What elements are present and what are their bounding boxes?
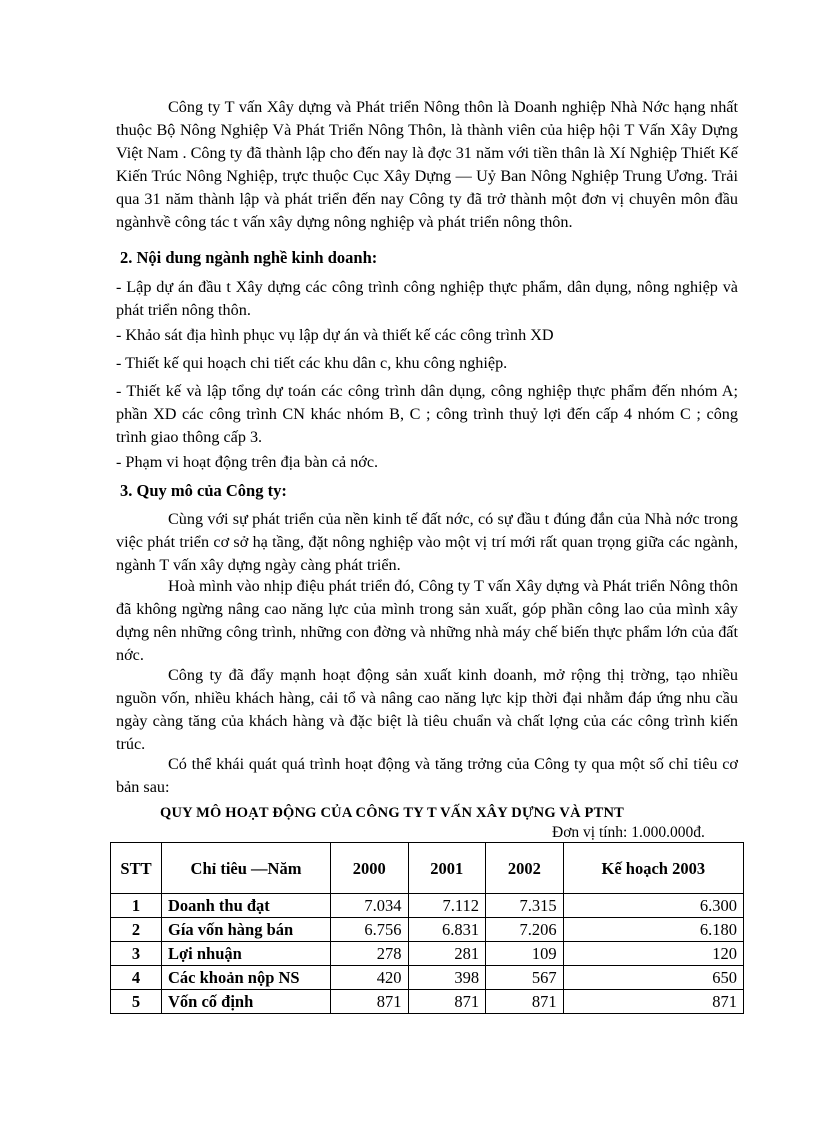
section-2-item-3: - Thiết kế qui hoạch chi tiết các khu dân c, khu công nghiệp. <box>116 354 508 372</box>
header-indicator: Chỉ tiêu —Năm <box>162 843 331 894</box>
section-2-item-4: - Thiết kế và lập tổng dự toán các công trình dân dụng, công nghiệp thực phẩm đến nhóm A; phần XD các công trình CN khác nhóm B, C ; công trình thuỷ lợi đến cấp 4 nhóm C ; công trình giao thông cấp 3. <box>116 382 738 446</box>
row-value: 109 <box>486 942 564 966</box>
row-value: 6.180 <box>563 918 743 942</box>
row-value: 7.315 <box>486 894 564 918</box>
row-value: 6.756 <box>331 918 409 942</box>
row-value: 7.206 <box>486 918 564 942</box>
table-row <box>111 966 744 990</box>
section-3-paragraph-3: Công ty đã đẩy mạnh hoạt động sản xuất kinh doanh, mở rộng thị trờng, tạo nhiều nguồn vốn, nhiều khách hàng, cải tổ và nâng cao năng lực kịp thời đại nhằm đáp ứng nhu cầu ngày càng tăng của khách hàng và đặc biệt là tiêu chuẩn và chất lợng của các công trình kiến trúc. <box>116 666 738 753</box>
table-row <box>111 942 744 966</box>
row-stt: 1 <box>111 894 162 918</box>
row-value: 281 <box>408 942 486 966</box>
row-value: 420 <box>331 966 409 990</box>
header-2002: 2002 <box>486 843 564 894</box>
row-value: 871 <box>486 990 564 1014</box>
table-title: QUY MÔ HOẠT ĐỘNG CỦA CÔNG TY T VẤN XÂY DỰNG VÀ PTNT <box>160 805 625 821</box>
section-3-paragraph-4: Có thể khái quát quá trình hoạt động và tăng trởng của Công ty qua một số chỉ tiêu cơ bản sau: <box>116 755 738 796</box>
row-indicator: Doanh thu đạt <box>162 894 331 918</box>
section-2-heading: 2. Nội dung ngành nghề kinh doanh: <box>120 248 378 267</box>
row-stt: 4 <box>111 966 162 990</box>
table-row <box>111 990 744 1014</box>
row-indicator: Vốn cố định <box>162 990 331 1014</box>
table-unit: Đơn vị tính: 1.000.000đ. <box>552 824 705 841</box>
table-header-row <box>111 843 744 894</box>
section-3-paragraph-2: Hoà mình vào nhịp điệu phát triển đó, Công ty T vấn Xây dựng và Phát triển Nông thôn đã không ngừng nâng cao năng lực của mình trong sản xuất, góp phần công lao của mình xây dựng nên những công trình, những con đờng và những nhà máy chế biến thực phẩm lớn của đất nớc. <box>116 577 738 664</box>
row-value: 650 <box>563 966 743 990</box>
row-value: 567 <box>486 966 564 990</box>
section-3-heading: 3. Quy mô của Công ty: <box>120 481 287 500</box>
activity-scale-table <box>110 842 744 1014</box>
header-stt: STT <box>111 843 162 894</box>
row-stt: 3 <box>111 942 162 966</box>
row-stt: 5 <box>111 990 162 1014</box>
table-row <box>111 918 744 942</box>
header-2001: 2001 <box>408 843 486 894</box>
table-row <box>111 894 744 918</box>
row-indicator: Các khoản nộp NS <box>162 966 331 990</box>
section-3-paragraph-1: Cùng với sự phát triển của nền kinh tế đất nớc, có sự đầu t đúng đắn của Nhà nớc trong việc phát triển cơ sở hạ tầng, đặt nông nghiệp vào một vị trí mới rất quan trọng giữa các ngành, ngành T vấn xây dựng ngày càng phát triển. <box>116 510 738 574</box>
row-value: 398 <box>408 966 486 990</box>
row-stt: 2 <box>111 918 162 942</box>
header-plan-2003: Kế hoạch 2003 <box>563 843 743 894</box>
intro-paragraph: Công ty T vấn Xây dựng và Phát triển Nông thôn là Doanh nghiệp Nhà Nớc hạng nhất thuộc Bộ Nông Nghiệp Và Phát Triển Nông Thôn, là thành viên của hiệp hội T Vấn Xây Dựng Việt Nam . Công ty đã thành lập cho đến nay là đợc 31 năm với tiền thân là Xí Nghiệp Thiết Kế Kiến Trúc Nông Nghiệp, trực thuộc Cục Xây Dựng — Uỷ Ban Nông Nghiệp Trung Ương. Trải qua 31 năm thành lập và phát triển đến nay Công ty đã trở thành một đơn vị chuyên môn đầu ngànhvề công tác t vấn xây dựng nông nghiệp và phát triển nông thôn. <box>116 98 738 231</box>
row-indicator: Gía vốn hàng bán <box>162 918 331 942</box>
row-value: 871 <box>408 990 486 1014</box>
section-2-item-5: - Phạm vi hoạt động trên địa bàn cả nớc. <box>116 453 379 471</box>
section-2-item-1: - Lập dự án đầu t Xây dựng các công trình công nghiệp thực phẩm, dân dụng, nông nghiệp và phát triển nông thôn. <box>116 278 738 319</box>
row-indicator: Lợi nhuận <box>162 942 331 966</box>
row-value: 120 <box>563 942 743 966</box>
section-2-item-2: - Khảo sát địa hình phục vụ lập dự án và thiết kế các công trình XD <box>116 326 554 344</box>
row-value: 6.831 <box>408 918 486 942</box>
header-2000: 2000 <box>331 843 409 894</box>
row-value: 7.034 <box>331 894 409 918</box>
row-value: 871 <box>563 990 743 1014</box>
row-value: 6.300 <box>563 894 743 918</box>
row-value: 278 <box>331 942 409 966</box>
row-value: 7.112 <box>408 894 486 918</box>
row-value: 871 <box>331 990 409 1014</box>
